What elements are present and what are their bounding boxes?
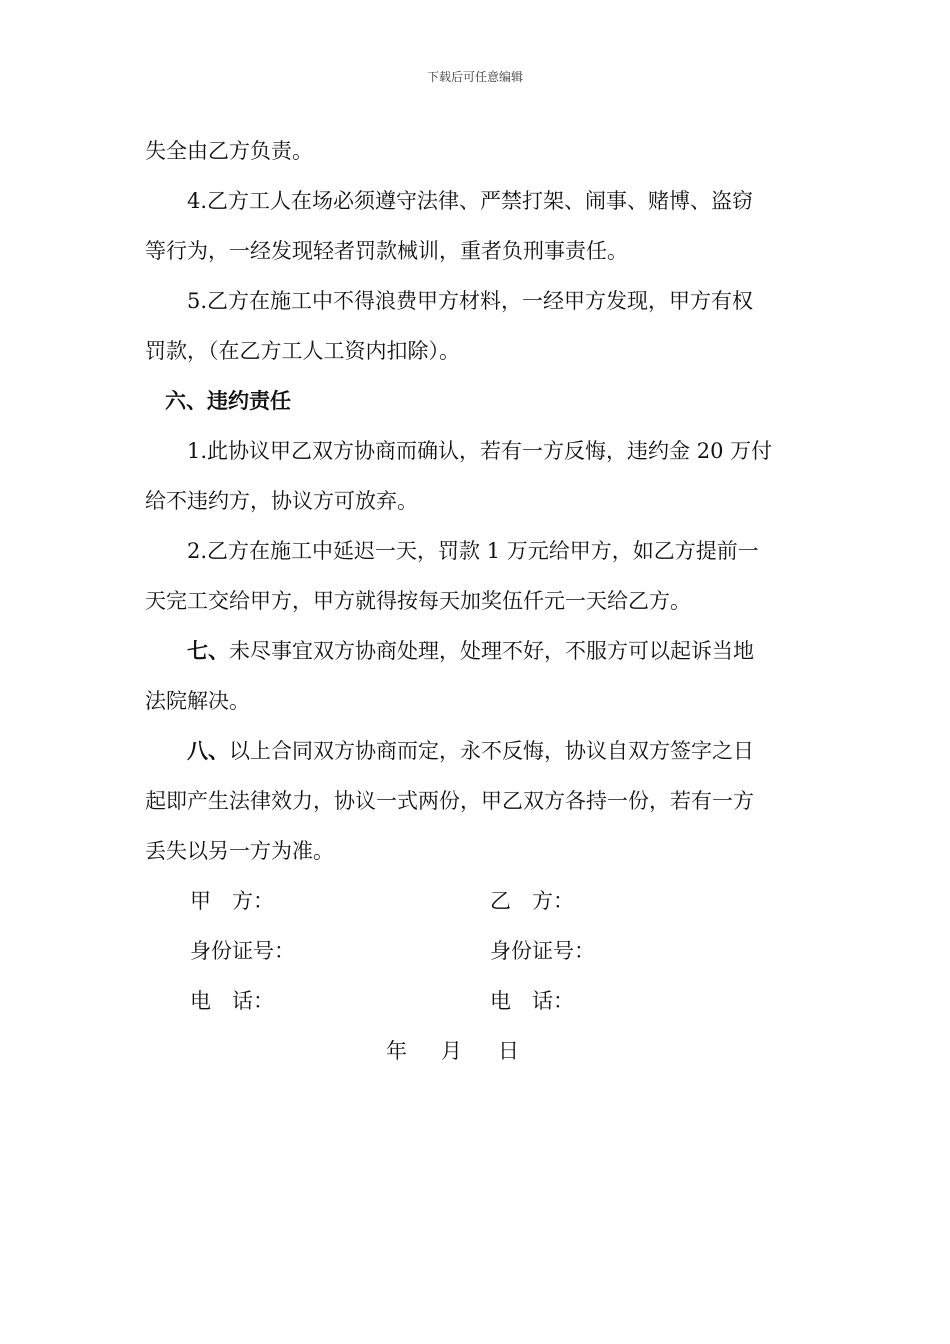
party-a-label: 甲 方：: [190, 889, 274, 913]
party-b-label: 乙 方：: [490, 889, 574, 913]
clause-5-line-1: 5.乙方在施工中不得浪费甲方材料，一经甲方发现，甲方有权: [187, 289, 754, 313]
section-6-clause-1-line-2: 给不违约方，协议方可放弃。: [145, 489, 418, 513]
date-day-label: 日: [498, 1039, 519, 1063]
section-8-lead: 八、: [187, 738, 229, 763]
contract-body: [145, 126, 807, 1076]
section-7-lead: 七、: [187, 638, 229, 663]
party-b-phone-label: 电 话：: [490, 989, 574, 1013]
clause-4-line-1: 4.乙方工人在场必须遵守法律、严禁打架、闹事、赌博、盗窃: [187, 189, 754, 213]
signature-row-party: [145, 876, 807, 926]
party-a-id-label: 身份证号：: [190, 939, 295, 963]
date-row: [145, 1026, 807, 1076]
date-year-label: 年: [386, 1039, 407, 1063]
signature-row-phone: [145, 976, 807, 1026]
section-8-line-2: 起即产生法律效力，协议一式两份，甲乙双方各持一份，若有一方: [145, 789, 754, 813]
party-b-id-label: 身份证号：: [490, 939, 595, 963]
section-7-line-2: 法院解决。: [145, 689, 250, 713]
party-a-phone-label: 电 话：: [190, 989, 274, 1013]
paragraph-line: 失全由乙方负责。: [145, 139, 313, 163]
section-6-clause-2-line-1: 2.乙方在施工中延迟一天，罚款 1 万元给甲方，如乙方提前一: [187, 539, 759, 563]
section-8-text: 以上合同双方协商而定，永不反悔，协议自双方签字之日: [229, 739, 754, 763]
section-7-line-1: [145, 626, 807, 676]
signature-row-id: [145, 926, 807, 976]
section-8-line-3: 丢失以另一方为准。: [145, 839, 334, 863]
section-7-text: 未尽事宜双方协商处理，处理不好，不服方可以起诉当地: [229, 639, 754, 663]
section-6-clause-1-line-1: 1.此协议甲乙双方协商而确认，若有一方反悔，违约金 20 万付: [187, 439, 773, 463]
clause-5-line-2: 罚款，（在乙方工人工资内扣除）。: [145, 339, 460, 363]
clause-4-line-2: 等行为，一经发现轻者罚款械训，重者负刑事责任。: [145, 239, 628, 263]
section-6-heading: 六、违约责任: [165, 388, 291, 413]
date-month-label: 月: [441, 1039, 462, 1063]
header-note: 下载后可任意编辑: [426, 70, 523, 84]
section-8-line-1: [145, 726, 807, 776]
section-6-clause-2-line-2: 天完工交给甲方，甲方就得按每天加奖伍仟元一天给乙方。: [145, 589, 691, 613]
